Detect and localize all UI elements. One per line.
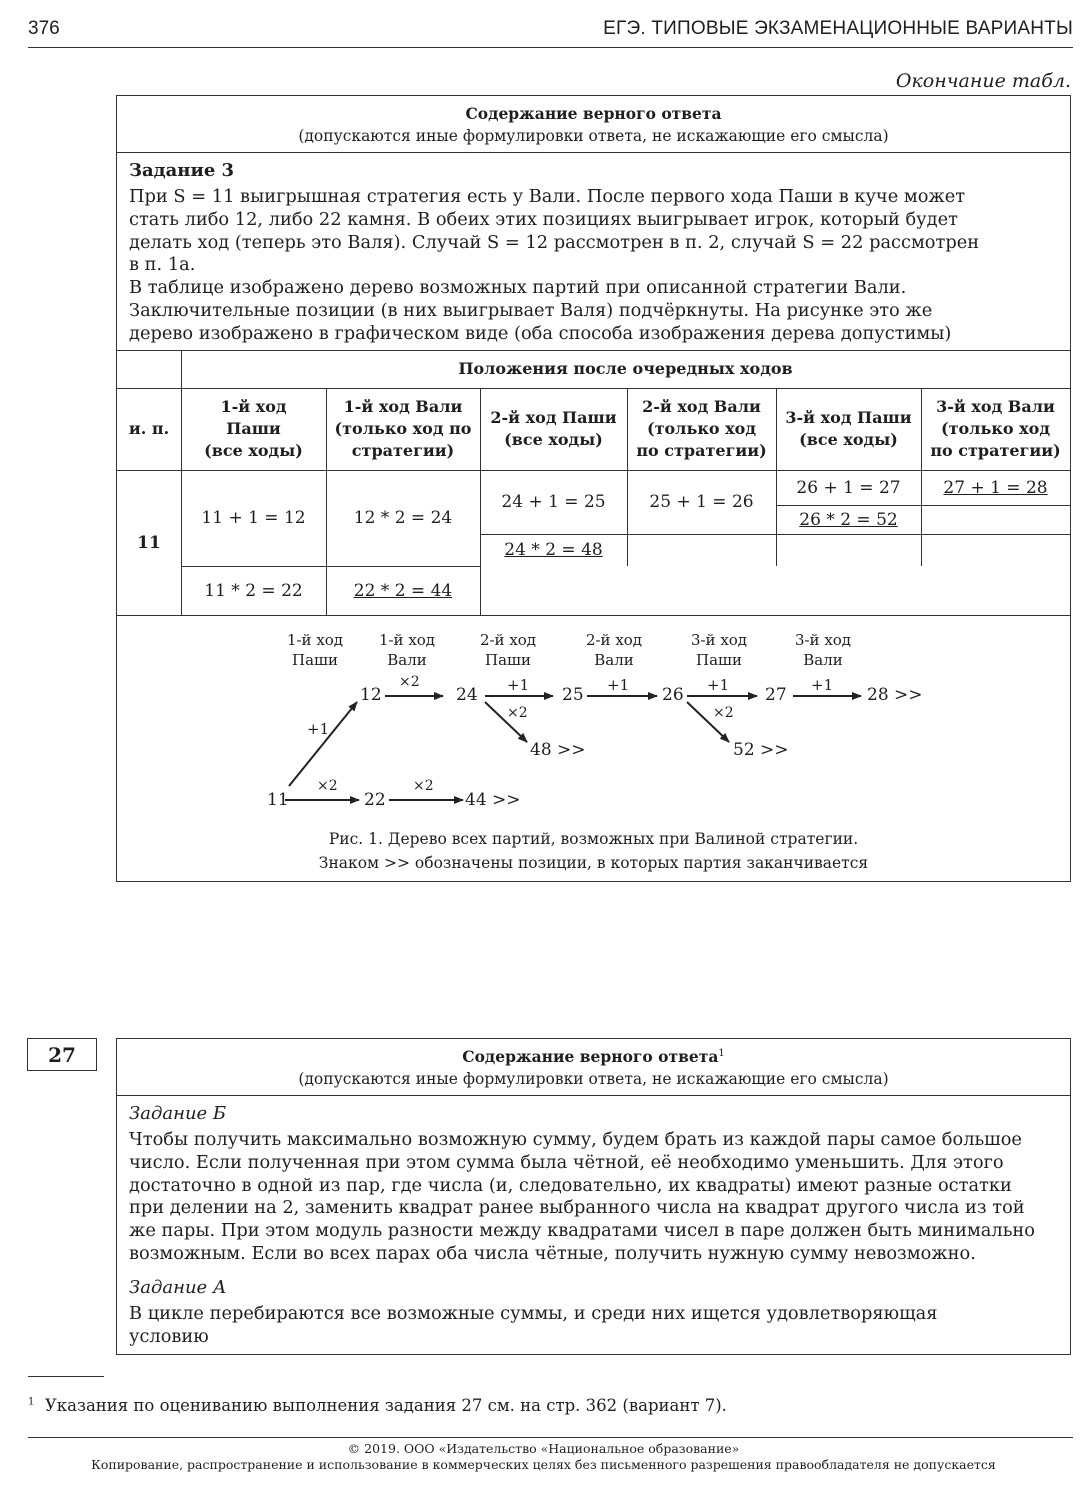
footnote: $^1$ Указания по оцениванию выполнения задания 27 см. на стр. 362 (вариант 7). xyxy=(28,1396,727,1415)
node-52: 52 >> xyxy=(733,740,789,760)
figure-caption-line-2: Знаком >> обозначены позиции, в которых партия заканчивается xyxy=(318,854,869,872)
table-group-header: Положения после очередных ходов xyxy=(458,359,793,378)
diagram-label-pasha-1: 1-й ход Паши xyxy=(286,631,344,669)
box-subtitle: (допускаются иные формулировки ответа, не искажающие его смысла) xyxy=(298,127,889,145)
cell-p3-a: 26 + 1 = 27 xyxy=(796,477,901,498)
cell-p1-b: 11 * 2 = 22 xyxy=(204,580,303,601)
op-24-25: +1 xyxy=(507,676,530,694)
footer-rule xyxy=(28,1437,1073,1438)
running-head: ЕГЭ. ТИПОВЫЕ ЭКЗАМЕНАЦИОННЫЕ ВАРИАНТЫ xyxy=(603,18,1073,39)
cell-v3-a: 27 + 1 = 28 xyxy=(943,477,1048,498)
op-12-24: ×2 xyxy=(399,674,420,690)
node-28: 28 >> xyxy=(867,685,923,705)
node-25: 25 xyxy=(562,685,584,705)
col-header-pasha-2: 2-й ход Паши (все ходы) xyxy=(490,408,617,449)
node-24: 24 xyxy=(456,685,478,705)
col-header-valya-2: 2-й ход Вали (только ход по стратегии) xyxy=(636,397,767,460)
cell-p3-b: 26 * 2 = 52 xyxy=(799,509,898,530)
node-48: 48 >> xyxy=(530,740,586,760)
op-26-52: ×2 xyxy=(713,705,734,721)
answer-box-task27 xyxy=(116,1038,1071,1355)
cell-p1-a: 11 + 1 = 12 xyxy=(201,508,306,528)
diagram-label-pasha-3: 3-й ход Паши xyxy=(690,631,748,669)
taskA-title: Задание А xyxy=(129,1277,227,1298)
cell-p2-b: 24 * 2 = 48 xyxy=(504,540,603,560)
table-end-note: Окончание табл. xyxy=(895,70,1071,92)
task-number-27: 27 xyxy=(27,1038,97,1071)
op-25-26: +1 xyxy=(607,676,630,694)
op-26-27: +1 xyxy=(707,676,730,694)
copyright: © 2019. ООО «Издательство «Национальное образование» Копирование, распространение и использование в коммерческих целях без письменного разрешения правообладателя не допускается xyxy=(91,1441,996,1472)
diagram-label-pasha-2: 2-й ход Паши xyxy=(479,631,537,669)
op-27-28: +1 xyxy=(811,676,834,694)
node-11: 11 xyxy=(267,790,289,810)
node-44: 44 >> xyxy=(465,790,521,810)
figure-caption-line-1: Рис. 1. Дерево всех партий, возможных при Валиной стратегии. xyxy=(328,830,859,848)
taskB-title: Задание Б xyxy=(129,1103,227,1124)
task3-paragraph-2: В таблице изображено дерево возможных партий при описанной стратегии Вали. Заключительные позиции (в них выигрывает Валя) подчёркнуты. На рисунке это же дерево изображено в графическом виде (оба способа изображения дерева допустимы) xyxy=(129,277,952,344)
col-header-initial: и. п. xyxy=(128,419,170,438)
arrow-11-12 xyxy=(289,702,357,786)
cell-p2-a: 24 + 1 = 25 xyxy=(501,492,606,512)
col-header-valya-1: 1-й ход Вали (только ход по стратегии) xyxy=(334,397,472,460)
task3-paragraph-1: При S = 11 выигрышная стратегия есть у Вали. После первого хода Паши в куче может стать либо 12, либо 22 камня. В обеих этих позициях выигрывает игрок, который будет делать ход (теперь это Валя). Случай S = 12 рассмотрен в п. 2, случай S = 22 рассмотрен в п. 1а. xyxy=(129,186,980,276)
node-27: 27 xyxy=(765,685,787,705)
footnote-rule xyxy=(28,1376,104,1377)
cell-v1-a: 12 * 2 = 24 xyxy=(353,508,453,528)
col-header-valya-3: 3-й ход Вали (только ход по стратегии) xyxy=(930,397,1061,460)
col-header-pasha-1: 1-й ход Паши (все ходы) xyxy=(204,397,303,460)
header-rule xyxy=(28,47,1073,48)
op-11-22: ×2 xyxy=(317,778,338,794)
op-11-12: +1 xyxy=(307,720,330,738)
box-title: Содержание верного ответа xyxy=(465,104,722,123)
op-24-48: ×2 xyxy=(507,705,528,721)
node-12: 12 xyxy=(360,685,382,705)
op-22-44: ×2 xyxy=(413,778,434,794)
footnote-ref: 1 xyxy=(718,1047,725,1059)
col-header-pasha-3: 3-й ход Паши (все ходы) xyxy=(785,408,912,449)
box27-subtitle: (допускаются иные формулировки ответа, не искажающие его смысла) xyxy=(298,1070,889,1088)
diagram-label-valya-2: 2-й ход Вали xyxy=(585,631,643,669)
cell-v2-a: 25 + 1 = 26 xyxy=(649,492,754,512)
node-26: 26 xyxy=(662,685,684,705)
node-22: 22 xyxy=(364,790,386,810)
diagram-label-valya-3: 3-й ход Вали xyxy=(794,631,852,669)
page-number: 376 xyxy=(28,18,60,39)
taskB-paragraph: Чтобы получить максимально возможную сумму, будем брать из каждой пары самое большое число. Если полученная при этом сумма была чётной, её необходимо уменьшить. Для этого достаточно в одной из пар, где числа (и, следовательно, их квадраты) имеют разные остатки при делении на 2, заменить квадрат ранее выбранного числа на квадрат другого числа из той же пары. При этом модуль разности между квадратами чисел в паре должен быть минимально возможным. Если во всех парах оба числа чётные, получить нужную сумму невозможно. xyxy=(129,1129,1035,1264)
box27-title: Содержание верного ответа$^1$ xyxy=(462,1047,725,1066)
cell-v1-b: 22 * 2 = 44 xyxy=(353,580,453,601)
diagram-label-valya-1: 1-й ход Вали xyxy=(378,631,436,669)
task3-title: Задание 3 xyxy=(129,160,235,181)
answer-box-task26 xyxy=(116,95,1071,882)
divider xyxy=(117,1095,1070,1096)
taskA-paragraph: В цикле перебираются все возможные суммы, и среди них ищется удовлетворяющая условию xyxy=(129,1303,938,1347)
tree-arrows xyxy=(117,96,1072,883)
initial-position-cell: 11 xyxy=(137,532,161,553)
